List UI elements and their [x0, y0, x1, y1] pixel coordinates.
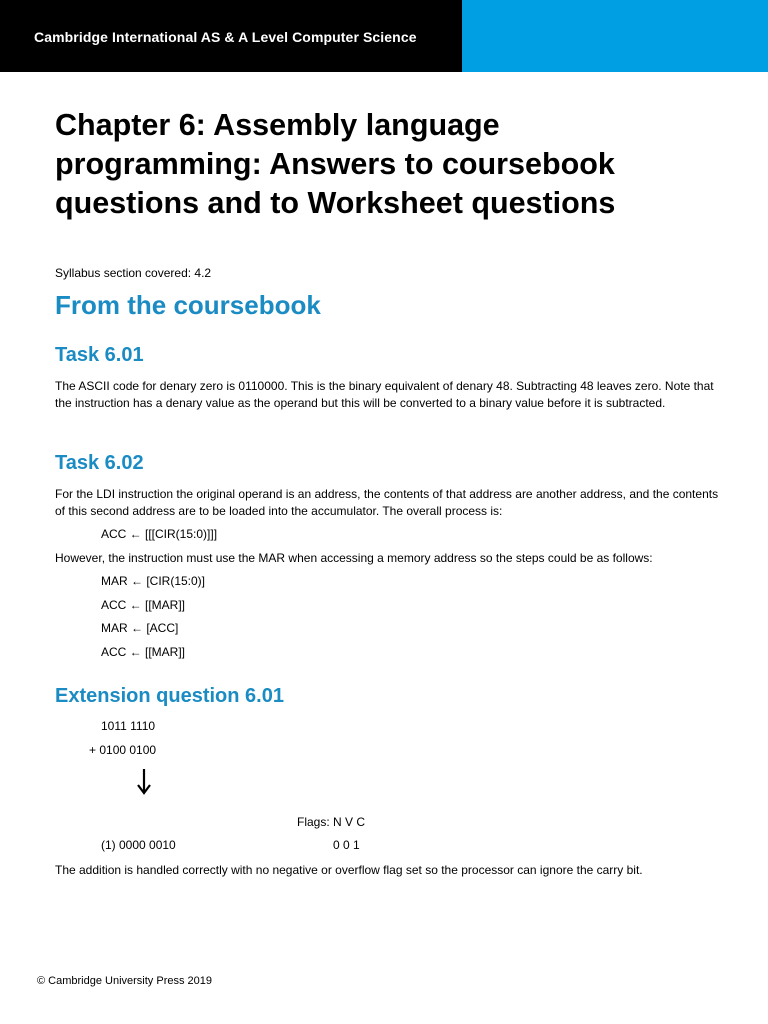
operand-2: + 0100 0100: [89, 743, 157, 757]
header-blue-panel: [462, 0, 768, 72]
addition-result: (1) 0000 0010: [101, 838, 176, 852]
task-6-02-however: However, the instruction must use the MAR when accessing a memory address so the steps could be as follows:: [55, 551, 653, 565]
task-6-01-heading: Task 6.01: [55, 344, 144, 366]
extension-6-01-conclusion: The addition is handled correctly with no negative or overflow flag set so the processor can ignore the carry bit.: [55, 863, 643, 877]
flags-values: 0 0 1: [333, 838, 360, 852]
operand-1: 1011 1110: [101, 719, 156, 733]
section-heading: From the coursebook: [55, 290, 321, 320]
flags-label: Flags: N V C: [297, 815, 366, 829]
rtn-step: ACC ← [[MAR]]: [101, 598, 186, 612]
chapter-title-line: Chapter 6: Assembly language: [55, 108, 500, 142]
chapter-title-line: programming: Answers to coursebook: [55, 147, 615, 181]
syllabus-section: Syllabus section covered: 4.2: [55, 266, 212, 280]
task-6-02-intro: For the LDI instruction the original operand is an address, the contents of that address are another address, and the contents of this second address are to be loaded into the accumulator. The overall process is:: [55, 487, 719, 518]
task-6-01-text: The ASCII code for denary zero is 0110000. This is the binary equivalent of denary 48. Subtracting 48 leaves zero. Note that the instruction has a denary value as the operand but this will be converted to a binary value before it is subtracted.: [55, 379, 714, 410]
header-title: Cambridge International AS & A Level Computer Science: [34, 29, 417, 45]
task-6-02-heading: Task 6.02: [55, 452, 144, 474]
extension-6-01-heading: Extension question 6.01: [55, 685, 284, 707]
rtn-step: MAR ← [ACC]: [101, 621, 179, 635]
chapter-title: [55, 106, 735, 223]
header-bar: [0, 0, 768, 72]
down-arrow-icon: [135, 768, 153, 796]
rtn-step: MAR ← [CIR(15:0)]: [101, 574, 206, 588]
rtn-step: ACC ← [[MAR]]: [101, 645, 186, 659]
chapter-title-line: questions and to Worksheet questions: [55, 186, 616, 220]
copyright-footer: © Cambridge University Press 2019: [37, 975, 213, 987]
overall-process-line: ACC ← [[[CIR(15:0)]]]: [101, 527, 218, 541]
